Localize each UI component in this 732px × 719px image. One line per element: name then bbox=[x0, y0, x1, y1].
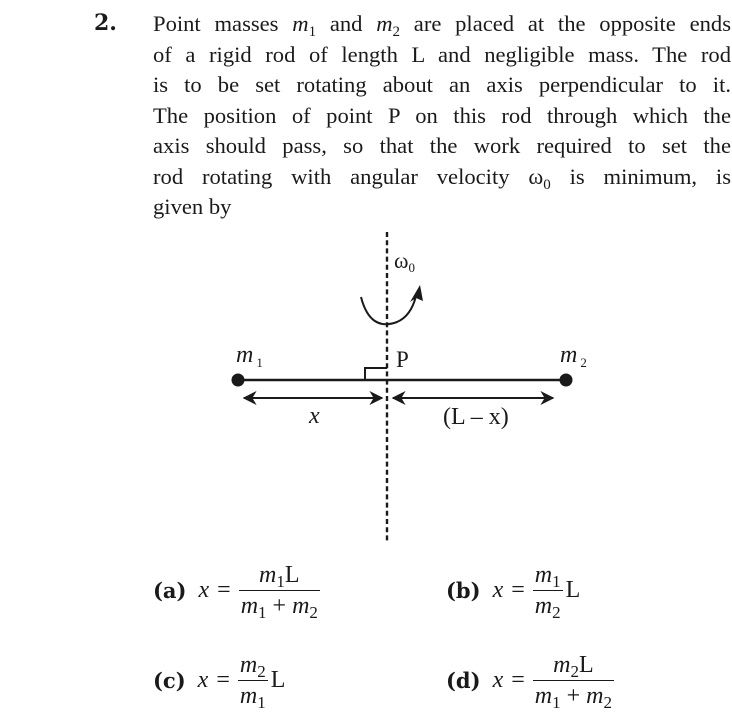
right-length-label: (L – x) bbox=[443, 404, 509, 430]
option-d-numerator: $m_2L$ bbox=[553, 652, 594, 681]
option-d-variable: x bbox=[492, 667, 504, 693]
option-c-label: (c) bbox=[153, 668, 186, 693]
mass-m1 bbox=[232, 374, 245, 387]
option-a-denominator: $m_1 + m_2$ bbox=[240, 593, 318, 622]
question-line-1: Point masses $m_1$ and $m_2$ are placed at the opposite ends bbox=[153, 11, 732, 40]
option-a-fraction bbox=[239, 560, 320, 621]
point-p-label: P bbox=[396, 347, 409, 372]
option-d-fraction bbox=[533, 650, 614, 711]
omega-label: ω0 bbox=[394, 248, 415, 275]
option-a-numerator: $m_1L$ bbox=[259, 562, 300, 591]
option-a-label: (a) bbox=[153, 578, 187, 603]
rotation-arrow-icon bbox=[361, 296, 416, 324]
option-d-denominator: $m_1 + m_2$ bbox=[534, 683, 612, 712]
question-number: 2. bbox=[94, 10, 117, 36]
question-line-5: axis should pass, so that the work required to set the bbox=[153, 133, 731, 158]
question-line-3: is to be set rotating about an axis perpendicular to it. bbox=[153, 72, 731, 97]
option-b-denominator: $m_2$ bbox=[534, 593, 561, 622]
left-length-label: x bbox=[309, 403, 320, 429]
option-c-denominator: $m_1$ bbox=[239, 683, 266, 712]
m2-label: m $_2$ bbox=[560, 342, 587, 370]
option-d-equals: = bbox=[511, 667, 525, 693]
option-b-equals: = bbox=[511, 577, 525, 603]
option-a[interactable] bbox=[153, 560, 320, 621]
option-c-numerator: $m_2$ bbox=[239, 652, 266, 681]
option-c-fraction bbox=[238, 650, 268, 711]
question-line-4: The position of point P on this rod through which the bbox=[153, 102, 731, 128]
option-b[interactable] bbox=[446, 560, 580, 621]
option-d-label: (d) bbox=[446, 668, 481, 693]
question-line-7: given by bbox=[153, 194, 232, 219]
option-b-variable: x bbox=[492, 577, 504, 603]
option-b-tail: L bbox=[565, 577, 581, 603]
right-angle-marker bbox=[365, 368, 387, 380]
option-c-equals: = bbox=[216, 667, 230, 693]
option-a-equals: = bbox=[217, 577, 231, 603]
option-b-numerator: $m_1$ bbox=[534, 562, 561, 591]
m1-label: m $_1$ bbox=[236, 342, 263, 370]
option-c-tail: L bbox=[270, 667, 286, 693]
option-a-variable: x bbox=[198, 577, 210, 603]
option-b-fraction bbox=[533, 560, 563, 621]
option-c-variable: x bbox=[197, 667, 209, 693]
option-d[interactable] bbox=[446, 650, 614, 711]
mass-m2 bbox=[560, 374, 573, 387]
option-c[interactable] bbox=[153, 650, 285, 711]
question-line-6: rod rotating with angular velocity $\omega_0$ is minimum, is bbox=[153, 163, 731, 193]
question-line-2: of a rigid rod of length L and negligible mass. The rod bbox=[153, 41, 731, 67]
option-b-label: (b) bbox=[446, 578, 481, 603]
rotation-arrowhead-icon bbox=[410, 285, 423, 302]
